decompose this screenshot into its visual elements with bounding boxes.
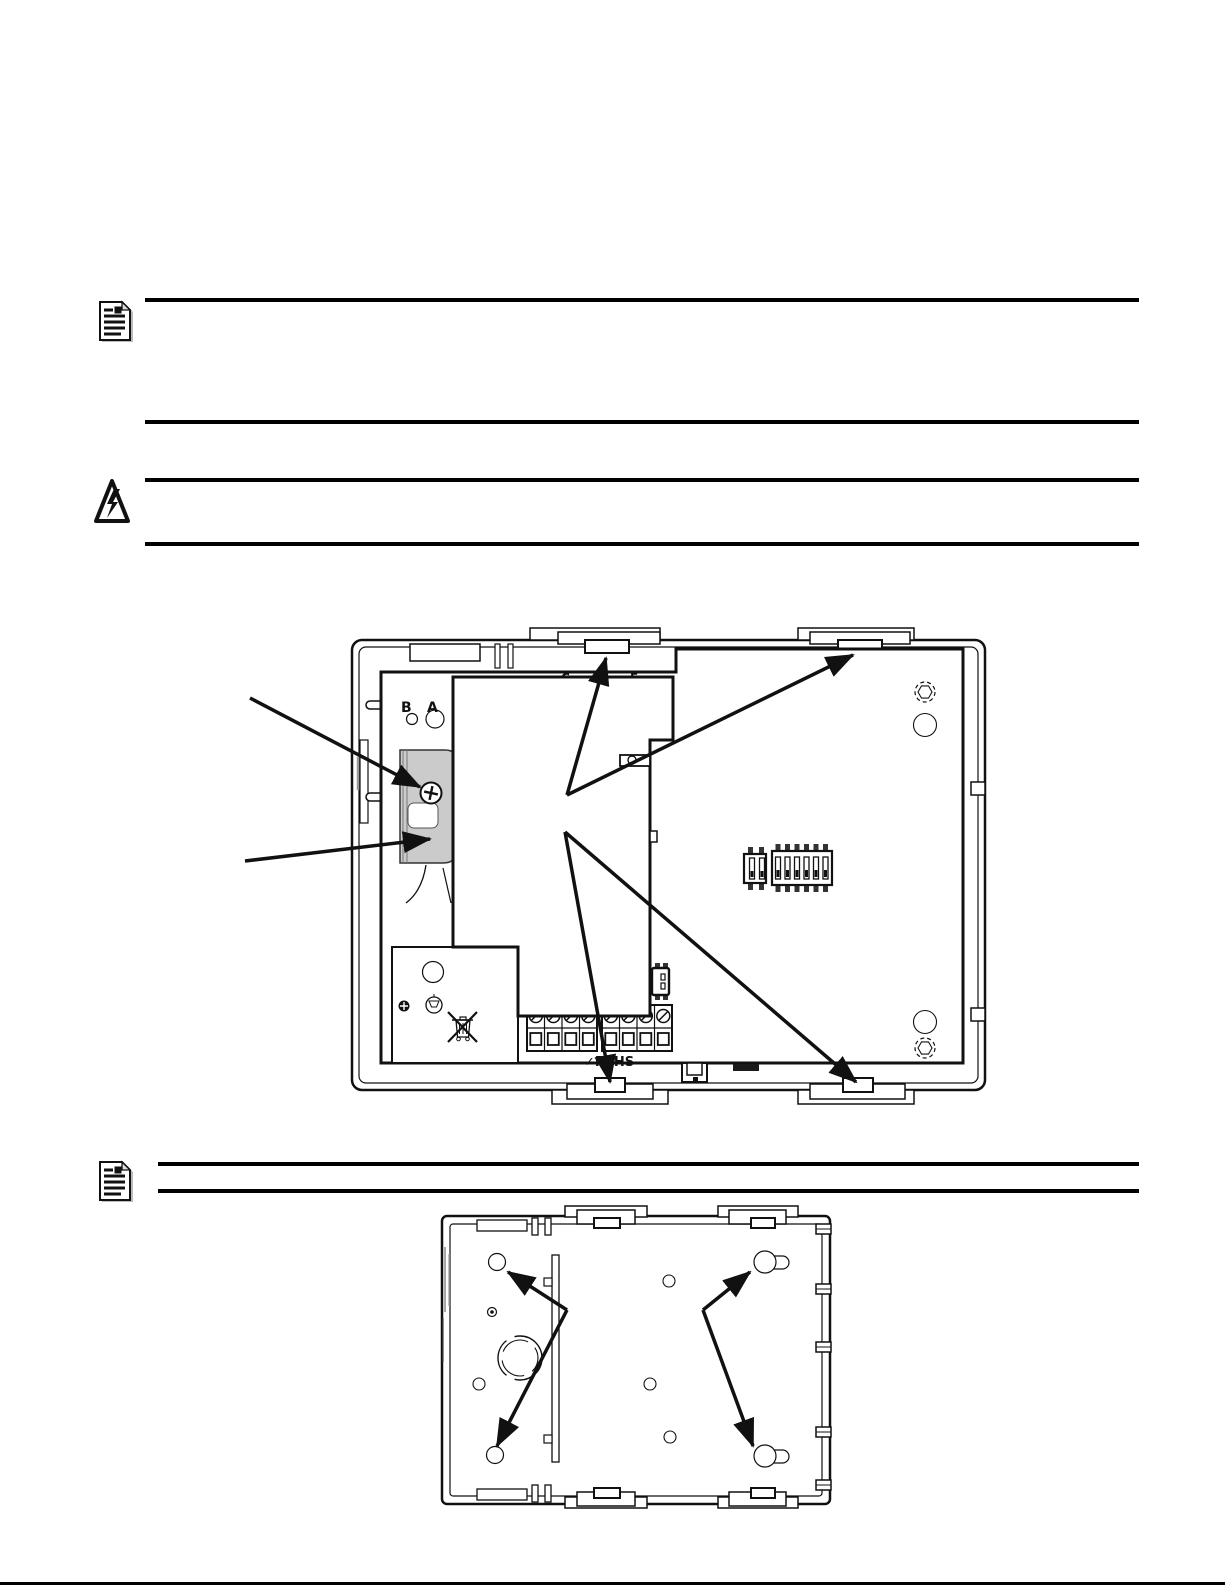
backbox-pin-top-1 [532,1218,538,1235]
bottom-vent [733,1064,759,1071]
right-clip-lower [971,1008,985,1021]
terminal-label-a: A [427,700,438,716]
lower-sub-panel [392,947,518,1063]
backbox-tab-top-left [565,1206,647,1228]
bottom-bracket [682,1063,707,1083]
warning-rule-bottom [145,542,1139,546]
ground-screw [399,1001,410,1012]
note-rule-top [145,298,1139,302]
right-clip-upper [971,782,985,795]
backbox-pin-bottom-1 [532,1485,538,1502]
dip-switch-6pos [772,844,832,892]
top-bar-2 [508,644,513,668]
note2-rule-top [158,1162,1139,1166]
warning-rule-top [145,478,1139,482]
terminal-label-b: B [401,700,412,716]
backbox-diagram [442,1206,831,1508]
backbox-tab-top-right [718,1206,798,1228]
backbox-cutout-top [477,1220,527,1231]
rohs-mark: ✓RoHS [584,1055,635,1070]
note-icon-2 [100,1162,133,1202]
divider-tab-upper [544,1278,552,1286]
divider-tab-lower [544,1435,552,1443]
backbox-pin-top-2 [545,1218,551,1235]
warning-icon [96,481,128,521]
dip-switch-2pos [744,847,766,890]
component [652,963,669,1000]
note2-rule-bottom [158,1189,1139,1193]
captive-screw [421,783,442,804]
divider-bar [552,1255,559,1462]
backbox-pin-bottom-2 [545,1485,551,1502]
note-rule-bottom [145,420,1139,424]
left-rail [360,740,368,823]
top-cutout [410,644,480,661]
top-bar-1 [495,644,500,668]
note-icon [100,302,133,342]
backplate-diagram [245,628,985,1104]
backbox-cutout-bottom [477,1489,527,1500]
